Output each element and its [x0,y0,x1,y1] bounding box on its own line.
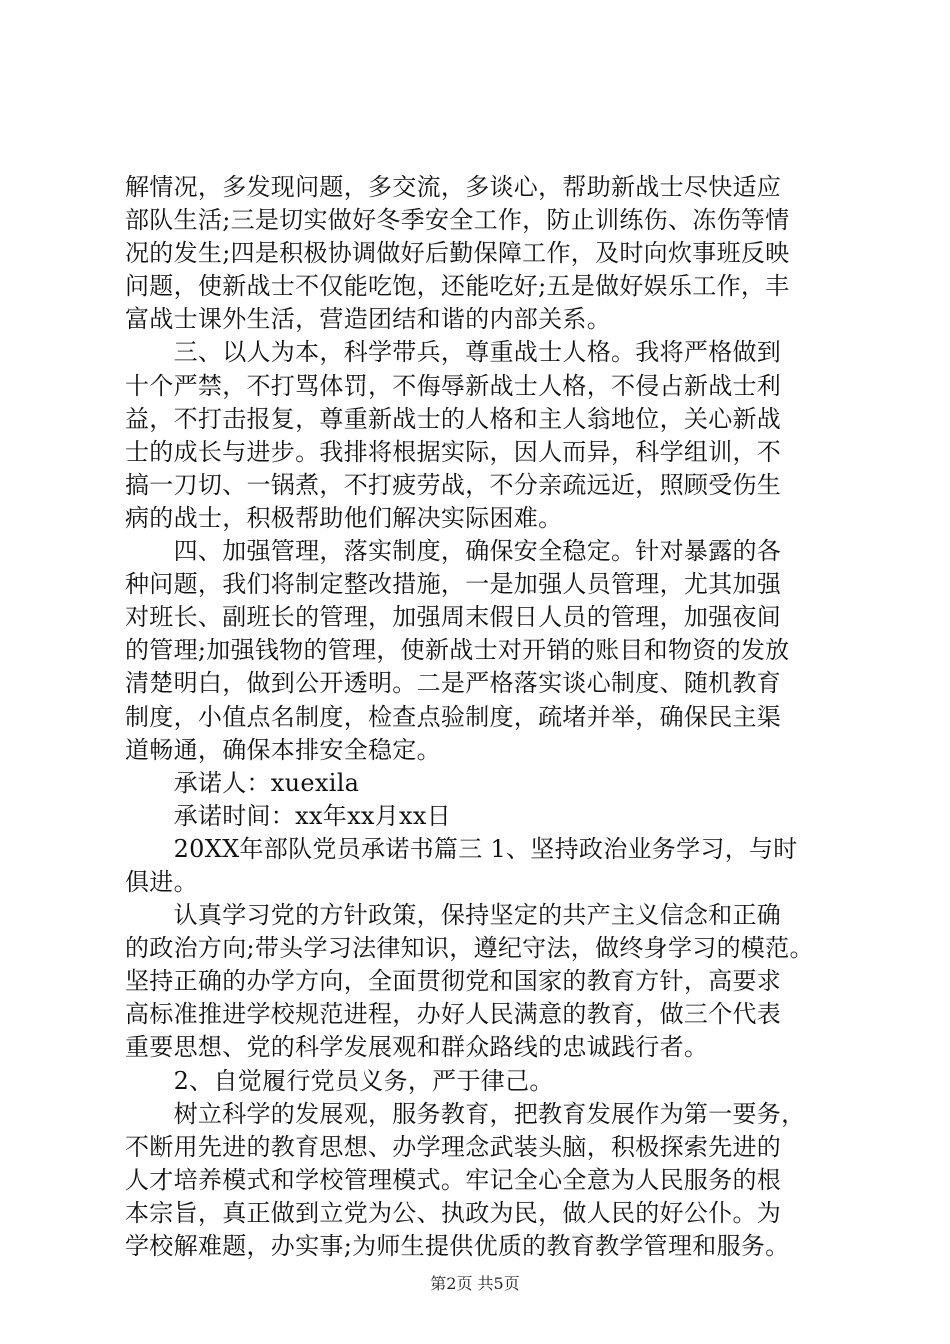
text-line: 益，不打击报复，尊重新战士的人格和主人翁地位，关心新战 [125,404,782,433]
text-line: 承诺人：xuexila [125,768,360,797]
text-line: 的政治方向;带头学习法律知识，遵纪守法，做终身学习的模范。 [125,934,814,963]
text-line: 不断用先进的教育思想、办学理念武装头脑，积极探索先进的 [125,1132,782,1161]
text-line: 人才培养模式和学校管理模式。牢记全心全意为人民服务的根 [125,1165,782,1194]
text-line: 搞一刀切、一锅煮，不打疲劳战，不分亲疏远近，照顾受伤生 [125,470,782,499]
text-line: 坚持正确的办学方向，全面贯彻党和国家的教育方针，高要求 [125,967,782,996]
text-line: 况的发生;四是积极协调做好后勤保障工作，及时向炊事班反映 [125,239,790,268]
text-line: 问题，使新战士不仅能吃饱，还能吃好;五是做好娱乐工作，丰 [125,272,790,301]
text-line: 认真学习党的方针政策，保持坚定的共产主义信念和正确 [125,901,782,930]
text-line: 承诺时间：xx年xx月xx日 [125,801,452,830]
text-line: 三、以人为本，科学带兵，尊重战士人格。我将严格做到 [125,338,782,367]
text-line: 对班长、副班长的管理，加强周末假日人员的管理，加强夜间 [125,603,782,632]
text-line: 种问题，我们将制定整改措施，一是加强人员管理，尤其加强 [125,570,782,599]
text-line: 道畅通，确保本排安全稳定。 [125,735,441,764]
text-line: 高标准推进学校规范进程，办好人民满意的教育，做三个代表 [125,1000,782,1029]
text-line: 的管理;加强钱物的管理，使新战士对开销的账目和物资的发放 [125,636,790,665]
text-line: 树立科学的发展观，服务教育，把教育发展作为第一要务， [125,1099,806,1128]
text-line: 学校解难题，办实事;为师生提供优质的教育教学管理和服务。 [125,1232,790,1260]
text-line: 20XX年部队党员承诺书篇三 1、坚持政治业务学习，与时 [125,834,798,863]
text-line: 俱进。 [125,867,198,896]
text-line: 部队生活;三是切实做好冬季安全工作，防止训练伤、冻伤等情 [125,206,790,235]
text-line: 十个严禁，不打骂体罚，不侮辱新战士人格，不侵占新战士利 [125,371,782,400]
text-line: 解情况，多发现问题，多交流，多谈心，帮助新战士尽快适应 [125,173,782,201]
text-line: 重要思想、党的科学发展观和群众路线的忠诚践行者。 [125,1033,709,1062]
text-line: 本宗旨，真正做到立党为公、执政为民，做人民的好公仆。为 [125,1198,782,1227]
text-line: 制度，小值点名制度，检查点验制度，疏堵并举，确保民主渠 [125,702,782,731]
document-body [125,171,835,1263]
text-line: 富战士课外生活，营造团结和谐的内部关系。 [125,305,611,334]
text-line: 2、自觉履行党员义务，严于律己。 [125,1066,554,1095]
text-line: 士的成长与进步。我排将根据实际，因人而异，科学组训，不 [125,437,782,466]
page-footer: 第2页 共5页 [430,1274,520,1293]
text-line: 四、加强管理，落实制度，确保安全稳定。针对暴露的各 [125,537,782,566]
text-line: 病的战士，积极帮助他们解决实际困难。 [125,503,563,532]
text-line: 清楚明白，做到公开透明。二是严格落实谈心制度、随机教育 [125,669,782,698]
